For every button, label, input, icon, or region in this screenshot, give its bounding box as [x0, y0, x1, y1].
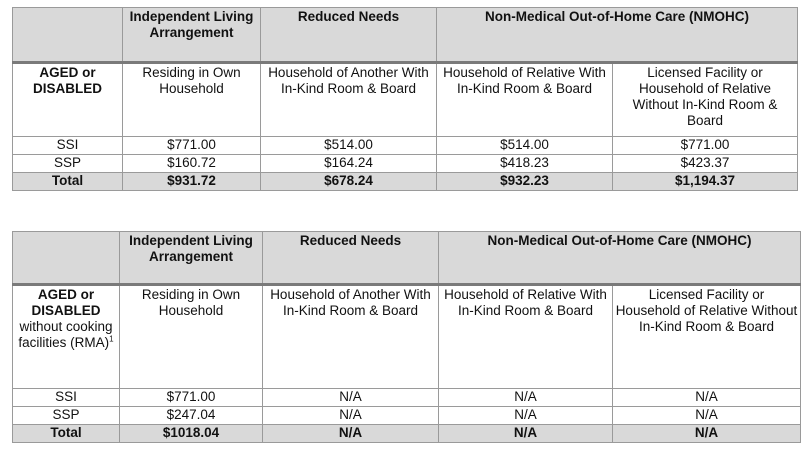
category-cell: Residing in Own Household [123, 63, 261, 137]
header-ila: Independent Living Arrangement [120, 232, 263, 285]
value-cell: $771.00 [613, 137, 798, 155]
category-cell: Household of Another With In-Kind Room & Board [263, 285, 439, 389]
value-cell: N/A [439, 407, 613, 425]
category-row [13, 63, 798, 137]
row-label-sub: without cooking facilities (RMA) [18, 319, 113, 350]
header-row [13, 232, 801, 285]
footnote-mark: 1 [109, 334, 114, 344]
corner-cell [13, 232, 120, 285]
row-label: AGED or DISABLED [13, 63, 123, 137]
corner-cell [13, 8, 123, 63]
table-row-total [13, 173, 798, 191]
category-cell: Household of Another With In-Kind Room & Board [261, 63, 437, 137]
header-reduced-needs: Reduced Needs [263, 232, 439, 285]
value-cell: N/A [613, 407, 801, 425]
table-row-total [13, 425, 801, 443]
value-cell: $678.24 [261, 173, 437, 191]
header-row [13, 8, 798, 63]
value-cell: $771.00 [120, 389, 263, 407]
value-cell: $247.04 [120, 407, 263, 425]
header-nmohc: Non-Medical Out-of-Home Care (NMOHC) [437, 8, 798, 63]
category-row [13, 285, 801, 389]
value-cell: $418.23 [437, 155, 613, 173]
row-label: SSP [13, 155, 123, 173]
value-cell: N/A [439, 389, 613, 407]
value-cell: $931.72 [123, 173, 261, 191]
value-cell: N/A [439, 425, 613, 443]
header-nmohc: Non-Medical Out-of-Home Care (NMOHC) [439, 232, 801, 285]
benefits-table-aged-disabled [12, 7, 798, 191]
category-cell: Household of Relative With In-Kind Room & Board [439, 285, 613, 389]
header-reduced-needs: Reduced Needs [261, 8, 437, 63]
table-row-ssi [13, 389, 801, 407]
row-label: AGED or DISABLED [31, 287, 101, 318]
row-label: SSI [13, 137, 123, 155]
header-ila: Independent Living Arrangement [123, 8, 261, 63]
row-label: Total [13, 173, 123, 191]
value-cell: $1,194.37 [613, 173, 798, 191]
value-cell: N/A [263, 407, 439, 425]
row-label: Total [13, 425, 120, 443]
value-cell: $1018.04 [120, 425, 263, 443]
value-cell: N/A [613, 425, 801, 443]
category-cell: Residing in Own Household [120, 285, 263, 389]
value-cell: N/A [613, 389, 801, 407]
value-cell: $514.00 [437, 137, 613, 155]
value-cell: $164.24 [261, 155, 437, 173]
value-cell: N/A [263, 425, 439, 443]
value-cell: $932.23 [437, 173, 613, 191]
table-row-ssp [13, 155, 798, 173]
benefits-table-rma [12, 231, 801, 443]
row-label: SSI [13, 389, 120, 407]
table-row-ssp [13, 407, 801, 425]
value-cell: $423.37 [613, 155, 798, 173]
row-label: SSP [13, 407, 120, 425]
row-label-cell [13, 285, 120, 389]
value-cell: N/A [263, 389, 439, 407]
category-cell: Licensed Facility or Household of Relative Without In-Kind Room & Board [613, 285, 801, 389]
table-row-ssi [13, 137, 798, 155]
value-cell: $771.00 [123, 137, 261, 155]
category-cell: Licensed Facility or Household of Relative Without In-Kind Room & Board [613, 63, 798, 137]
value-cell: $514.00 [261, 137, 437, 155]
value-cell: $160.72 [123, 155, 261, 173]
category-cell: Household of Relative With In-Kind Room & Board [437, 63, 613, 137]
